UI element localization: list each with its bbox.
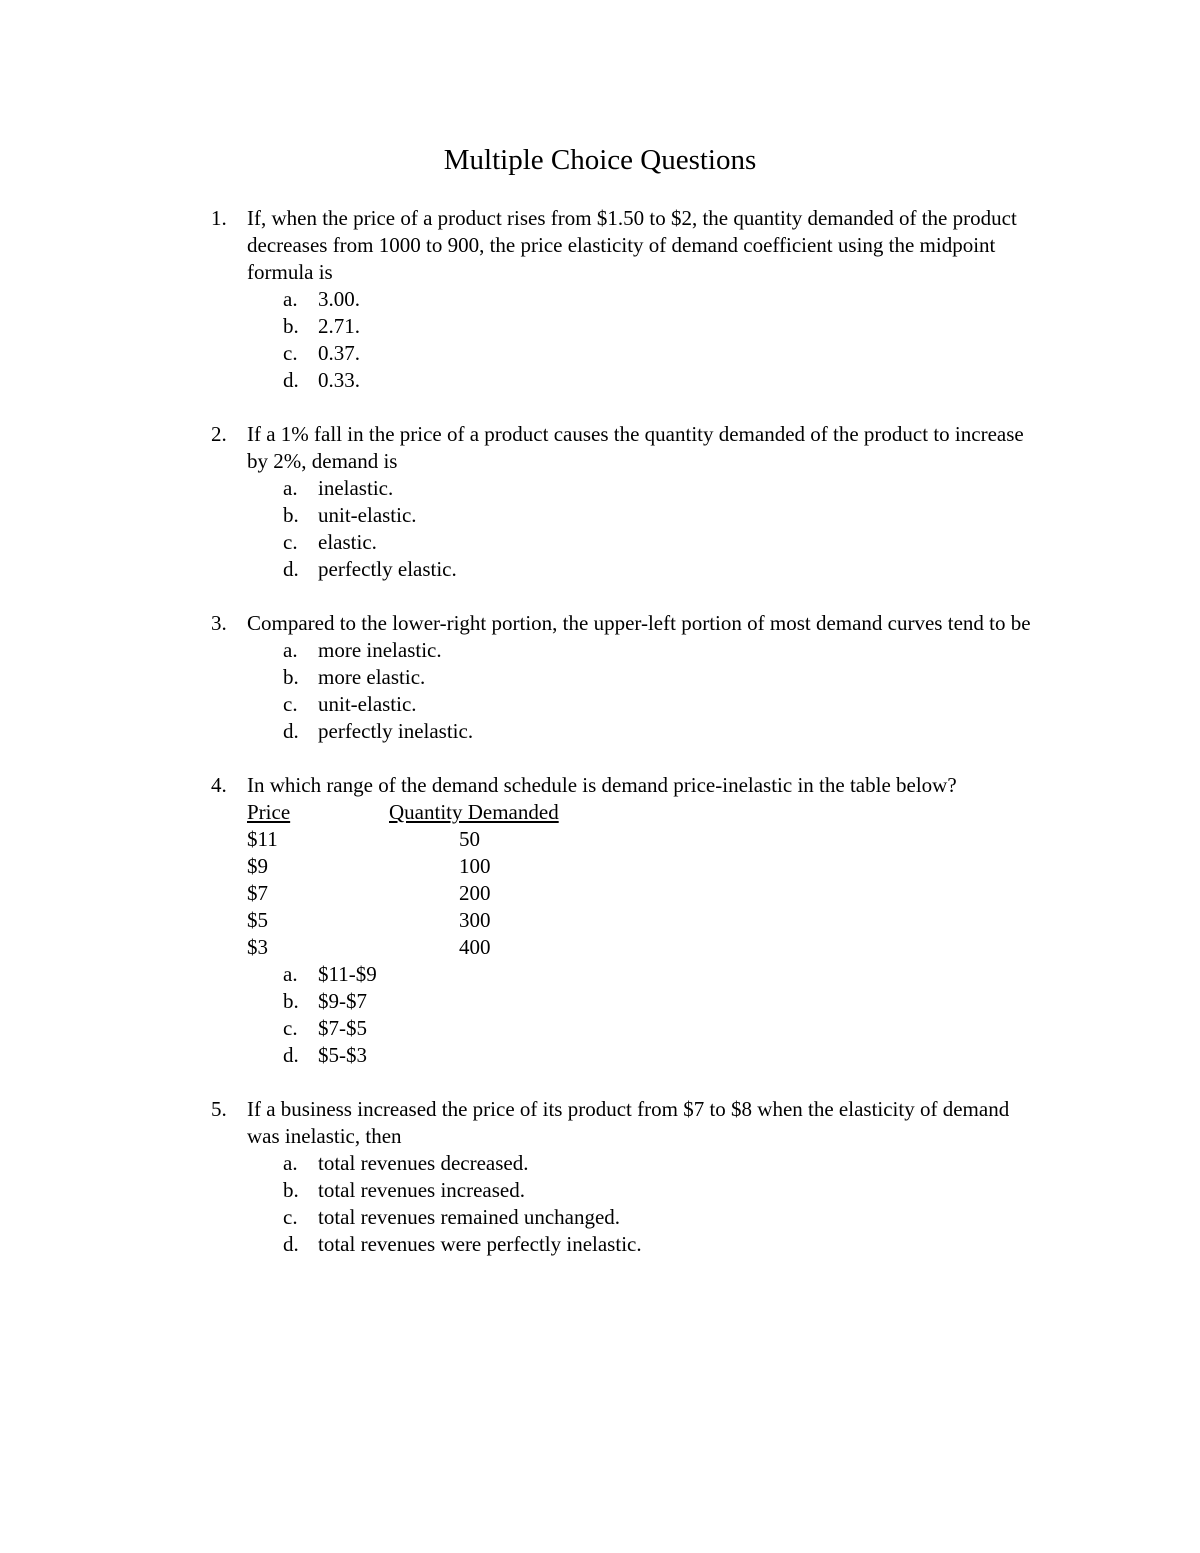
choice-letter: c. — [283, 692, 298, 716]
choice-a[interactable] — [247, 961, 1041, 988]
question-number: 5. — [211, 1097, 227, 1121]
choice-b[interactable] — [247, 1177, 1041, 1204]
choice-letter: d. — [283, 1232, 299, 1256]
choice-text: 0.37. — [318, 341, 360, 365]
price-cell: $11 — [247, 827, 278, 851]
choice-b[interactable] — [247, 664, 1041, 691]
choice-text: total revenues decreased. — [318, 1151, 529, 1175]
choice-letter: c. — [283, 1205, 298, 1229]
choice-b[interactable] — [247, 502, 1041, 529]
price-cell: $5 — [247, 908, 268, 932]
question-text: If a business increased the price of its product from $7 to $8 when the elasticity of demand was inelastic, then — [247, 1097, 1010, 1148]
choice-c[interactable] — [247, 340, 1041, 367]
choice-letter: a. — [283, 476, 298, 500]
choice-text: perfectly inelastic. — [318, 719, 474, 743]
question-number: 4. — [211, 773, 227, 797]
question-4 — [211, 772, 1041, 1069]
choice-c[interactable] — [247, 1204, 1041, 1231]
choice-list — [247, 286, 1041, 394]
choice-d[interactable] — [247, 367, 1041, 394]
table-header-row — [247, 799, 579, 826]
choice-d[interactable] — [247, 556, 1041, 583]
choice-list — [247, 961, 1041, 1069]
choice-letter: c. — [283, 341, 298, 365]
table-row — [247, 826, 579, 853]
choice-a[interactable] — [247, 637, 1041, 664]
question-1 — [211, 205, 1041, 394]
choice-list — [247, 637, 1041, 745]
choice-a[interactable] — [247, 286, 1041, 313]
choice-c[interactable] — [247, 529, 1041, 556]
choice-text: inelastic. — [318, 476, 394, 500]
column-header-price: Price — [247, 800, 291, 824]
demand-schedule-table — [247, 799, 579, 961]
price-cell: $3 — [247, 935, 268, 959]
price-cell: $7 — [247, 881, 268, 905]
choice-text: total revenues increased. — [318, 1178, 525, 1202]
question-number: 3. — [211, 611, 227, 635]
choice-d[interactable] — [247, 1042, 1041, 1069]
choice-b[interactable] — [247, 988, 1041, 1015]
choice-text: more elastic. — [318, 665, 426, 689]
choice-letter: a. — [283, 287, 298, 311]
choice-text: 2.71. — [318, 314, 360, 338]
question-text: In which range of the demand schedule is demand price-inelastic in the table below? — [247, 773, 957, 797]
table-row — [247, 934, 579, 961]
question-text: Compared to the lower-right portion, the upper-left portion of most demand curves tend to be — [247, 611, 1031, 635]
question-list — [211, 205, 1041, 1285]
choice-letter: d. — [283, 557, 299, 581]
choice-text: unit-elastic. — [318, 692, 417, 716]
choice-letter: d. — [283, 1043, 299, 1067]
choice-text: perfectly elastic. — [318, 557, 457, 581]
quantity-cell: 300 — [459, 908, 491, 932]
choice-letter: c. — [283, 1016, 298, 1040]
choice-text: $9-$7 — [318, 989, 367, 1013]
quantity-cell: 400 — [459, 935, 491, 959]
choice-d[interactable] — [247, 718, 1041, 745]
question-text: If, when the price of a product rises from $1.50 to $2, the quantity demanded of the product decreases from 1000 to 900, the price elasticity of demand coefficient using the midpoint formula is — [247, 206, 1017, 284]
choice-a[interactable] — [247, 1150, 1041, 1177]
table-row — [247, 907, 579, 934]
choice-letter: d. — [283, 368, 299, 392]
choice-text: 0.33. — [318, 368, 360, 392]
quantity-cell: 50 — [459, 827, 480, 851]
question-number: 2. — [211, 422, 227, 446]
question-text: If a 1% fall in the price of a product causes the quantity demanded of the product to increase by 2%, demand is — [247, 422, 1024, 473]
table-row — [247, 880, 579, 907]
choice-list — [247, 1150, 1041, 1258]
choice-letter: b. — [283, 989, 299, 1013]
choice-letter: d. — [283, 719, 299, 743]
choice-letter: a. — [283, 638, 298, 662]
choice-letter: b. — [283, 1178, 299, 1202]
choice-text: 3.00. — [318, 287, 360, 311]
choice-letter: b. — [283, 503, 299, 527]
choice-d[interactable] — [247, 1231, 1041, 1258]
choice-text: unit-elastic. — [318, 503, 417, 527]
price-cell: $9 — [247, 854, 268, 878]
page-title: Multiple Choice Questions — [443, 144, 757, 176]
choice-list — [247, 475, 1041, 583]
question-2 — [211, 421, 1041, 583]
choice-letter: c. — [283, 530, 298, 554]
choice-letter: b. — [283, 314, 299, 338]
choice-text: $7-$5 — [318, 1016, 367, 1040]
question-number: 1. — [211, 206, 227, 230]
choice-c[interactable] — [247, 691, 1041, 718]
choice-text: $11-$9 — [318, 962, 377, 986]
choice-letter: b. — [283, 665, 299, 689]
choice-text: more inelastic. — [318, 638, 442, 662]
choice-letter: a. — [283, 962, 298, 986]
choice-b[interactable] — [247, 313, 1041, 340]
table-row — [247, 853, 579, 880]
choice-a[interactable] — [247, 475, 1041, 502]
question-5 — [211, 1096, 1041, 1258]
column-header-quantity: Quantity Demanded — [389, 800, 559, 824]
choice-c[interactable] — [247, 1015, 1041, 1042]
choice-text: total revenues remained unchanged. — [318, 1205, 621, 1229]
question-3 — [211, 610, 1041, 745]
choice-letter: a. — [283, 1151, 298, 1175]
choice-text: elastic. — [318, 530, 377, 554]
quantity-cell: 200 — [459, 881, 491, 905]
choice-text: $5-$3 — [318, 1043, 367, 1067]
quantity-cell: 100 — [459, 854, 491, 878]
choice-text: total revenues were perfectly inelastic. — [318, 1232, 642, 1256]
